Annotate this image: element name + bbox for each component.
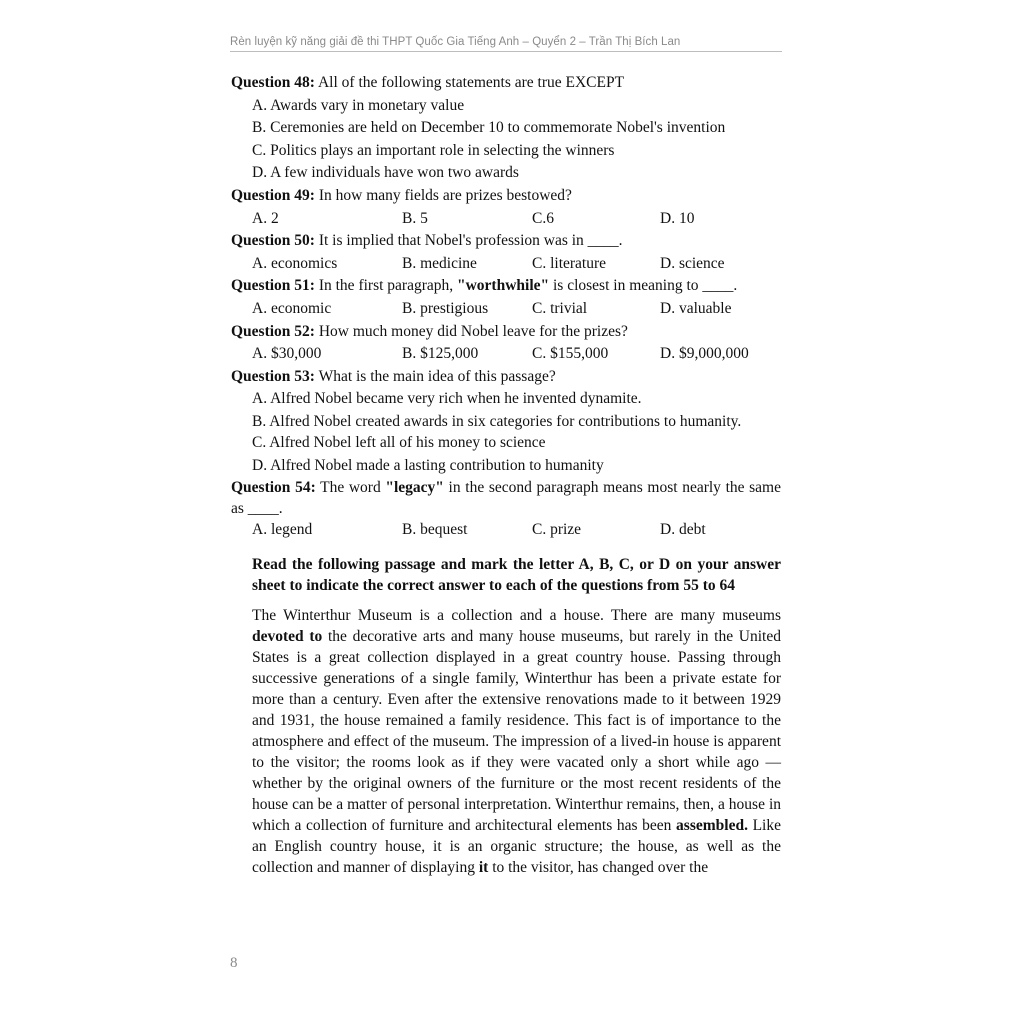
question-label: Question 48: [231,74,315,91]
passage-text: Like an English country house, it is an organic structure; the house, as well as the collection and manner of displaying [252,816,781,876]
question-text: is closest in meaning to ____. [549,277,738,295]
question-keyword: "legacy" [385,479,444,497]
option-b: B. Ceremonies are held on December 10 to commemorate Nobel's invention [252,119,726,137]
question-label: Question 53: [231,367,315,385]
question-text: The word [315,479,386,497]
option-b: B. 5 [402,209,428,227]
question-label: Question 49: [231,186,315,204]
options-row [252,298,781,321]
option-c: C. trivial [532,299,588,317]
reading-instruction: Read the following passage and mark the letter A, B, C, or D on your answer sheet to indicate the correct answer to each of the questions from 55 to 64 [252,555,781,594]
option-c: C. Alfred Nobel left all of his money to science [252,433,546,451]
question-52 [231,321,781,344]
option-c: C. Politics plays an important role in selecting the winners [252,141,615,159]
question-51 [231,275,781,298]
option-d: D. science [660,254,725,272]
option-a: A. $30,000 [252,345,322,363]
question-48 [231,72,781,95]
options-row [252,208,781,231]
question-label: Question 54: [231,479,316,497]
passage-highlight: it [478,858,489,876]
question-text: All of the following statements are true EXCEPT [314,74,625,91]
question-label: Question 50: [231,232,315,250]
question-text: in the second paragraph means most nearly the same as ____. [231,479,781,518]
option-a: A. 2 [252,209,279,227]
passage-text: to the visitor, has changed over the [488,858,709,876]
question-53 [231,366,781,389]
options-row [252,519,781,542]
option-d: D. $9,000,000 [660,345,749,363]
question-54 [231,477,781,519]
question-text: It is implied that Nobel's profession was in ____. [314,232,623,250]
option-b: B. bequest [402,521,468,539]
question-text: What is the main idea of this passage? [314,367,556,385]
option-a: A. legend [252,521,313,539]
option-b: B. Alfred Nobel created awards in six categories for contributions to humanity. [252,412,742,430]
question-text: How much money did Nobel leave for the prizes? [314,322,628,340]
question-50 [231,230,781,253]
header-divider [230,51,782,52]
passage-text: the decorative arts and many house museums, but rarely in the United States is a great collection displayed in a great country house. Passing through successive generations of a single family, Winterthur has been a private estate for more than a century. Even after the extensive renovations made to it between 1929 and 1931, the house remained a family residence. This fact is of importance to the atmosphere and effect of the museum. The impression of a lived-in house is apparent to the visitor; the rooms look as if they were vacated only a short while ago — whether by the original owners of the furniture or the most recent residents of the house can be a matter of personal interpretation. Winterthur remains, then, a house in which a collection of furniture and architectural elements has been [252,627,781,834]
option-c: C.6 [532,209,554,227]
option-a: A. economic [252,299,332,317]
passage-text: The Winterthur Museum is a collection and a house. There are many museums [252,606,781,624]
passage-highlight: devoted to [252,627,323,645]
question-text: In the first paragraph, [314,277,457,295]
option-c: C. literature [532,254,607,272]
option-c: C. $155,000 [532,345,609,363]
option-a: A. Alfred Nobel became very rich when he invented dynamite. [252,390,642,408]
question-49 [231,185,781,208]
option-d: D. Alfred Nobel made a lasting contribution to humanity [252,456,604,474]
page-content [231,72,781,878]
option-b: B. prestigious [402,299,489,317]
option-c: C. prize [532,521,582,539]
option-d: D. 10 [660,209,695,227]
running-header: Rèn luyện kỹ năng giải đề thi THPT Quốc Gia Tiếng Anh – Quyển 2 – Trần Thị Bích Lan [230,36,681,48]
question-label: Question 51: [231,277,315,295]
question-text: In how many fields are prizes bestowed? [314,186,572,204]
option-b: B. medicine [402,254,477,272]
page-number: 8 [230,955,238,971]
reading-passage [252,605,781,878]
option-d: D. debt [660,521,706,539]
option-d: D. A few individuals have won two awards [252,164,519,182]
question-label: Question 52: [231,322,315,340]
option-b: B. $125,000 [402,345,479,363]
passage-highlight: assembled. [676,816,748,834]
options-row [252,343,781,366]
option-d: D. valuable [660,299,732,317]
option-a: A. Awards vary in monetary value [252,96,465,114]
option-a: A. economics [252,254,338,272]
options-row [252,253,781,276]
question-keyword: "worthwhile" [457,277,550,295]
